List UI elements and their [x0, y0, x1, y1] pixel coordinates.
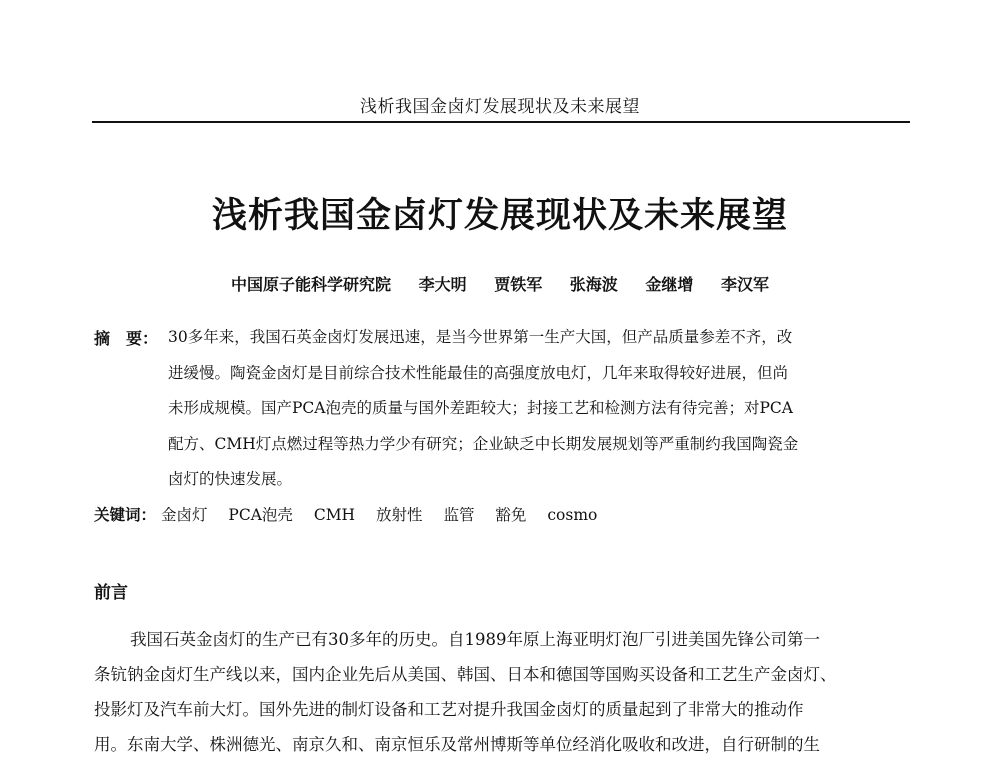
keywords-line: [94, 503, 613, 525]
abstract-line: 进缓慢。陶瓷金卤灯是目前综合技术性能最佳的高强度放电灯，几年来取得较好进展，但尚: [168, 363, 789, 382]
keyword: 金卤灯: [160, 506, 208, 524]
body-line: 用。东南大学、株洲德光、南京久和、南京恒乐及常州博斯等单位经消化吸收和改进，自行研制的生: [94, 735, 820, 754]
section-heading: 前言: [94, 583, 128, 603]
keyword: CMH: [313, 506, 356, 524]
abstract-label: 摘 要：: [94, 329, 159, 348]
keyword: 放射性: [376, 506, 423, 524]
author-name: 金继增: [645, 275, 694, 294]
body-line: 我国石英金卤灯的生产已有30多年的历史。自1989年原上海亚明灯泡厂引进美国先锋公司第一: [130, 630, 820, 649]
author-name: 张海波: [569, 275, 618, 294]
author-name: 李汉军: [720, 275, 769, 294]
author-line: [0, 272, 1000, 295]
keyword: cosmo: [547, 506, 598, 524]
keyword: PCA泡壳: [228, 506, 293, 524]
keyword: 监管: [443, 506, 475, 524]
abstract-line: 未形成规模。国产PCA泡壳的质量与国外差距较大；封接工艺和检测方法有待完善；对PCA: [168, 399, 793, 417]
section-body: [94, 622, 912, 762]
paper-title: 浅析我国金卤灯发展现状及未来展望: [211, 196, 788, 236]
author-name: 李大明: [418, 275, 467, 294]
abstract-body: [168, 320, 908, 498]
keywords-label: 关键词：: [94, 506, 157, 524]
abstract-line: 30多年来，我国石英金卤灯发展迅速，是当今世界第一生产大国，但产品质量参差不齐，改: [168, 328, 793, 346]
body-line: 投影灯及汽车前大灯。国外先进的制灯设备和工艺对提升我国金卤灯的质量起到了非常大的推动作: [94, 700, 804, 719]
body-line: 条钪钠金卤灯生产线以来，国内企业先后从美国、韩国、日本和德国等国购买设备和工艺生产金卤灯、: [94, 665, 837, 684]
affiliation: 中国原子能科学研究院: [231, 275, 392, 294]
abstract-line: 配方、CMH灯点燃过程等热力学少有研究；企业缺乏中长期发展规划等严重制约我国陶瓷金: [168, 434, 799, 453]
header-rule: [92, 121, 910, 123]
running-header: 浅析我国金卤灯发展现状及未来展望: [360, 97, 640, 117]
keyword: 豁免: [495, 506, 527, 524]
author-name: 贾铁军: [494, 275, 543, 294]
abstract-line: 卤灯的快速发展。: [168, 470, 293, 488]
